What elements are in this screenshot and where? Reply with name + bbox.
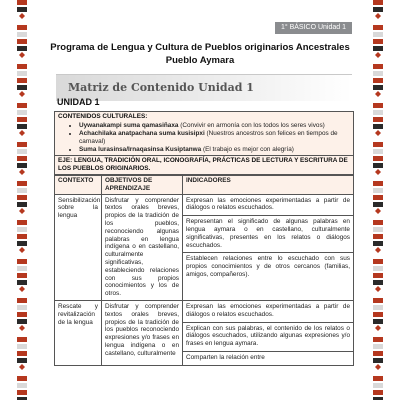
border-stripe — [17, 181, 27, 186]
border-stripe — [17, 220, 27, 225]
border-stripe — [17, 351, 27, 356]
border-stripe — [373, 312, 383, 317]
border-stripe — [17, 305, 27, 310]
content-matrix — [54, 111, 354, 366]
border-stripe — [17, 337, 27, 342]
border-stripe — [373, 344, 383, 349]
border-stripe — [17, 124, 27, 129]
border-diamond — [19, 13, 25, 19]
border-stripe — [373, 188, 383, 193]
people-title: Pueblo Aymara — [165, 55, 235, 66]
cultural-contents-title: CONTENIDOS CULTURALES: — [58, 113, 148, 120]
axis-row: EJE: LENGUA, TRADICIÓN ORAL, ICONOGRAFÍA, PRÁCTICAS DE LECTURA Y ESCRITURA DE LOS PUEBLOS ORIGINARIOS. — [54, 156, 354, 175]
left-decorative-border — [16, 0, 28, 400]
border-stripe — [17, 383, 27, 388]
border-stripe — [17, 298, 27, 303]
content-table — [54, 175, 354, 366]
border-stripe — [17, 312, 27, 317]
border-stripe — [373, 376, 383, 381]
border-diamond — [375, 52, 381, 58]
border-stripe — [373, 181, 383, 186]
border-stripe — [373, 298, 383, 303]
context-cell: Rescate y revitalización de la lengua — [55, 300, 102, 365]
border-diamond — [375, 169, 381, 175]
border-stripe — [17, 39, 27, 44]
indicators-cell — [183, 194, 354, 300]
program-title: Programa de Lengua y Cultura de Pueblos originarios Ancestrales — [50, 42, 350, 53]
indicators-cell — [183, 300, 354, 365]
border-stripe — [17, 85, 27, 90]
grade-unit-badge: 1° BÁSICO Unidad 1 — [275, 22, 352, 34]
border-stripe — [17, 0, 27, 5]
border-diamond — [375, 286, 381, 292]
border-stripe — [17, 117, 27, 122]
column-header: OBJETIVOS DE APRENDIZAJE — [102, 176, 183, 195]
border-stripe — [373, 163, 383, 168]
border-stripe — [373, 25, 383, 30]
border-stripe — [373, 358, 383, 363]
indicator: Representan el significado de algunas palabras en lengua aymara o en castellano, culturalmente significativas, presentes en los relatos o diálogos escuchados. — [183, 216, 353, 253]
cultural-contents-box — [54, 111, 354, 156]
indicator: Expresan las emociones experimentadas a partir de diálogos o relatos escuchados. — [183, 301, 353, 323]
border-stripe — [373, 32, 383, 37]
border-stripe — [373, 337, 383, 342]
border-stripe — [17, 273, 27, 278]
border-diamond — [375, 91, 381, 97]
border-diamond — [375, 325, 381, 331]
border-stripe — [17, 188, 27, 193]
table-header-row — [55, 176, 354, 195]
border-diamond — [19, 208, 25, 214]
border-stripe — [373, 319, 383, 324]
objective-cell: Disfrutar y comprender textos orales breves, propios de la tradición de los pueblos, reconociendo algunas palabras en lengua indígena o en castellano, culturalmente significativas, estableciendo relaciones con sus propios conocimientos y los de otros. — [102, 194, 183, 300]
border-stripe — [373, 142, 383, 147]
border-diamond — [375, 130, 381, 136]
border-stripe — [373, 46, 383, 51]
border-diamond — [375, 208, 381, 214]
border-stripe — [17, 344, 27, 349]
border-stripe — [373, 273, 383, 278]
border-stripe — [373, 149, 383, 154]
border-stripe — [17, 202, 27, 207]
border-stripe — [373, 195, 383, 200]
border-stripe — [17, 103, 27, 108]
border-stripe — [373, 227, 383, 232]
border-stripe — [17, 46, 27, 51]
context-cell: Sensibilización sobre la lengua — [55, 194, 102, 300]
border-stripe — [373, 241, 383, 246]
border-stripe — [17, 71, 27, 76]
border-stripe — [373, 85, 383, 90]
border-stripe — [17, 280, 27, 285]
border-stripe — [373, 103, 383, 108]
border-stripe — [17, 376, 27, 381]
border-diamond — [19, 91, 25, 97]
border-stripe — [17, 266, 27, 271]
border-stripe — [373, 266, 383, 271]
border-stripe — [17, 319, 27, 324]
column-header: INDICADORES — [183, 176, 354, 195]
border-stripe — [17, 358, 27, 363]
border-diamond — [375, 13, 381, 19]
right-decorative-border — [372, 0, 384, 400]
indicator: Establecen relaciones entre lo escuchado con sus propios conocimientos y de otros cercanos (familias, amigos, compañeros). — [186, 255, 350, 278]
objective-cell: Disfrutar y comprender textos orales breves, propios de la tradición de los pueblos reconociendo expresiones y/o frases en lengua indígena o en castellano, culturalmente — [102, 300, 183, 365]
border-stripe — [17, 156, 27, 161]
border-stripe — [373, 110, 383, 115]
cultural-content-item: • Achachilaka anatpachana suma kusisipxi (Nuestros ancestros son felices en tiempos de carnaval) — [79, 130, 353, 146]
border-stripe — [373, 390, 383, 395]
border-stripe — [17, 149, 27, 154]
cultural-contents-list — [55, 122, 353, 155]
border-stripe — [373, 124, 383, 129]
border-stripe — [373, 234, 383, 239]
unit-label: UNIDAD 1 — [57, 97, 100, 107]
border-stripe — [17, 241, 27, 246]
border-diamond — [19, 325, 25, 331]
border-stripe — [373, 39, 383, 44]
border-stripe — [373, 259, 383, 264]
border-stripe — [373, 0, 383, 5]
border-stripe — [373, 156, 383, 161]
border-stripe — [373, 71, 383, 76]
border-diamond — [375, 364, 381, 370]
border-diamond — [19, 130, 25, 136]
border-diamond — [19, 364, 25, 370]
section-title: Matriz de Contenido Unidad 1 — [68, 81, 254, 94]
indicator: Expresan las emociones experimentadas a partir de diálogos o relatos escuchados. — [183, 195, 353, 217]
border-stripe — [373, 220, 383, 225]
border-stripe — [17, 7, 27, 12]
border-stripe — [17, 227, 27, 232]
table-row — [55, 300, 354, 365]
border-stripe — [17, 78, 27, 83]
border-diamond — [19, 52, 25, 58]
border-stripe — [373, 351, 383, 356]
border-diamond — [19, 286, 25, 292]
border-stripe — [373, 7, 383, 12]
border-diamond — [19, 247, 25, 253]
indicator: Comparten la relación entre — [186, 353, 265, 361]
border-stripe — [373, 383, 383, 388]
indicator: Explican con sus palabras, el contenido de los relatos o diálogos escuchados, utilizando algunas expresiones y/o frases en lengua aymara. — [183, 323, 353, 352]
border-stripe — [373, 202, 383, 207]
border-stripe — [17, 234, 27, 239]
section-band — [56, 74, 352, 101]
cultural-content-item: • Uywanakampi suma qamasiñaxa (Convivir en armonía con los todos los seres vivos) — [79, 122, 353, 130]
table-row — [55, 194, 354, 300]
border-stripe — [17, 25, 27, 30]
cultural-content-item: • Suma lurasinsa/Irnaqasinsa Kusiptanwa (El trabajo es mejor con alegría) — [79, 146, 353, 154]
border-stripe — [17, 110, 27, 115]
border-stripe — [373, 78, 383, 83]
border-stripe — [373, 305, 383, 310]
border-stripe — [17, 163, 27, 168]
border-stripe — [17, 390, 27, 395]
border-diamond — [19, 169, 25, 175]
border-stripe — [373, 64, 383, 69]
document-header — [40, 42, 360, 66]
column-header: CONTEXTO — [55, 176, 102, 195]
border-stripe — [373, 117, 383, 122]
border-stripe — [17, 142, 27, 147]
border-stripe — [373, 280, 383, 285]
border-stripe — [17, 64, 27, 69]
border-stripe — [17, 259, 27, 264]
border-stripe — [17, 32, 27, 37]
border-stripe — [17, 195, 27, 200]
border-diamond — [375, 247, 381, 253]
